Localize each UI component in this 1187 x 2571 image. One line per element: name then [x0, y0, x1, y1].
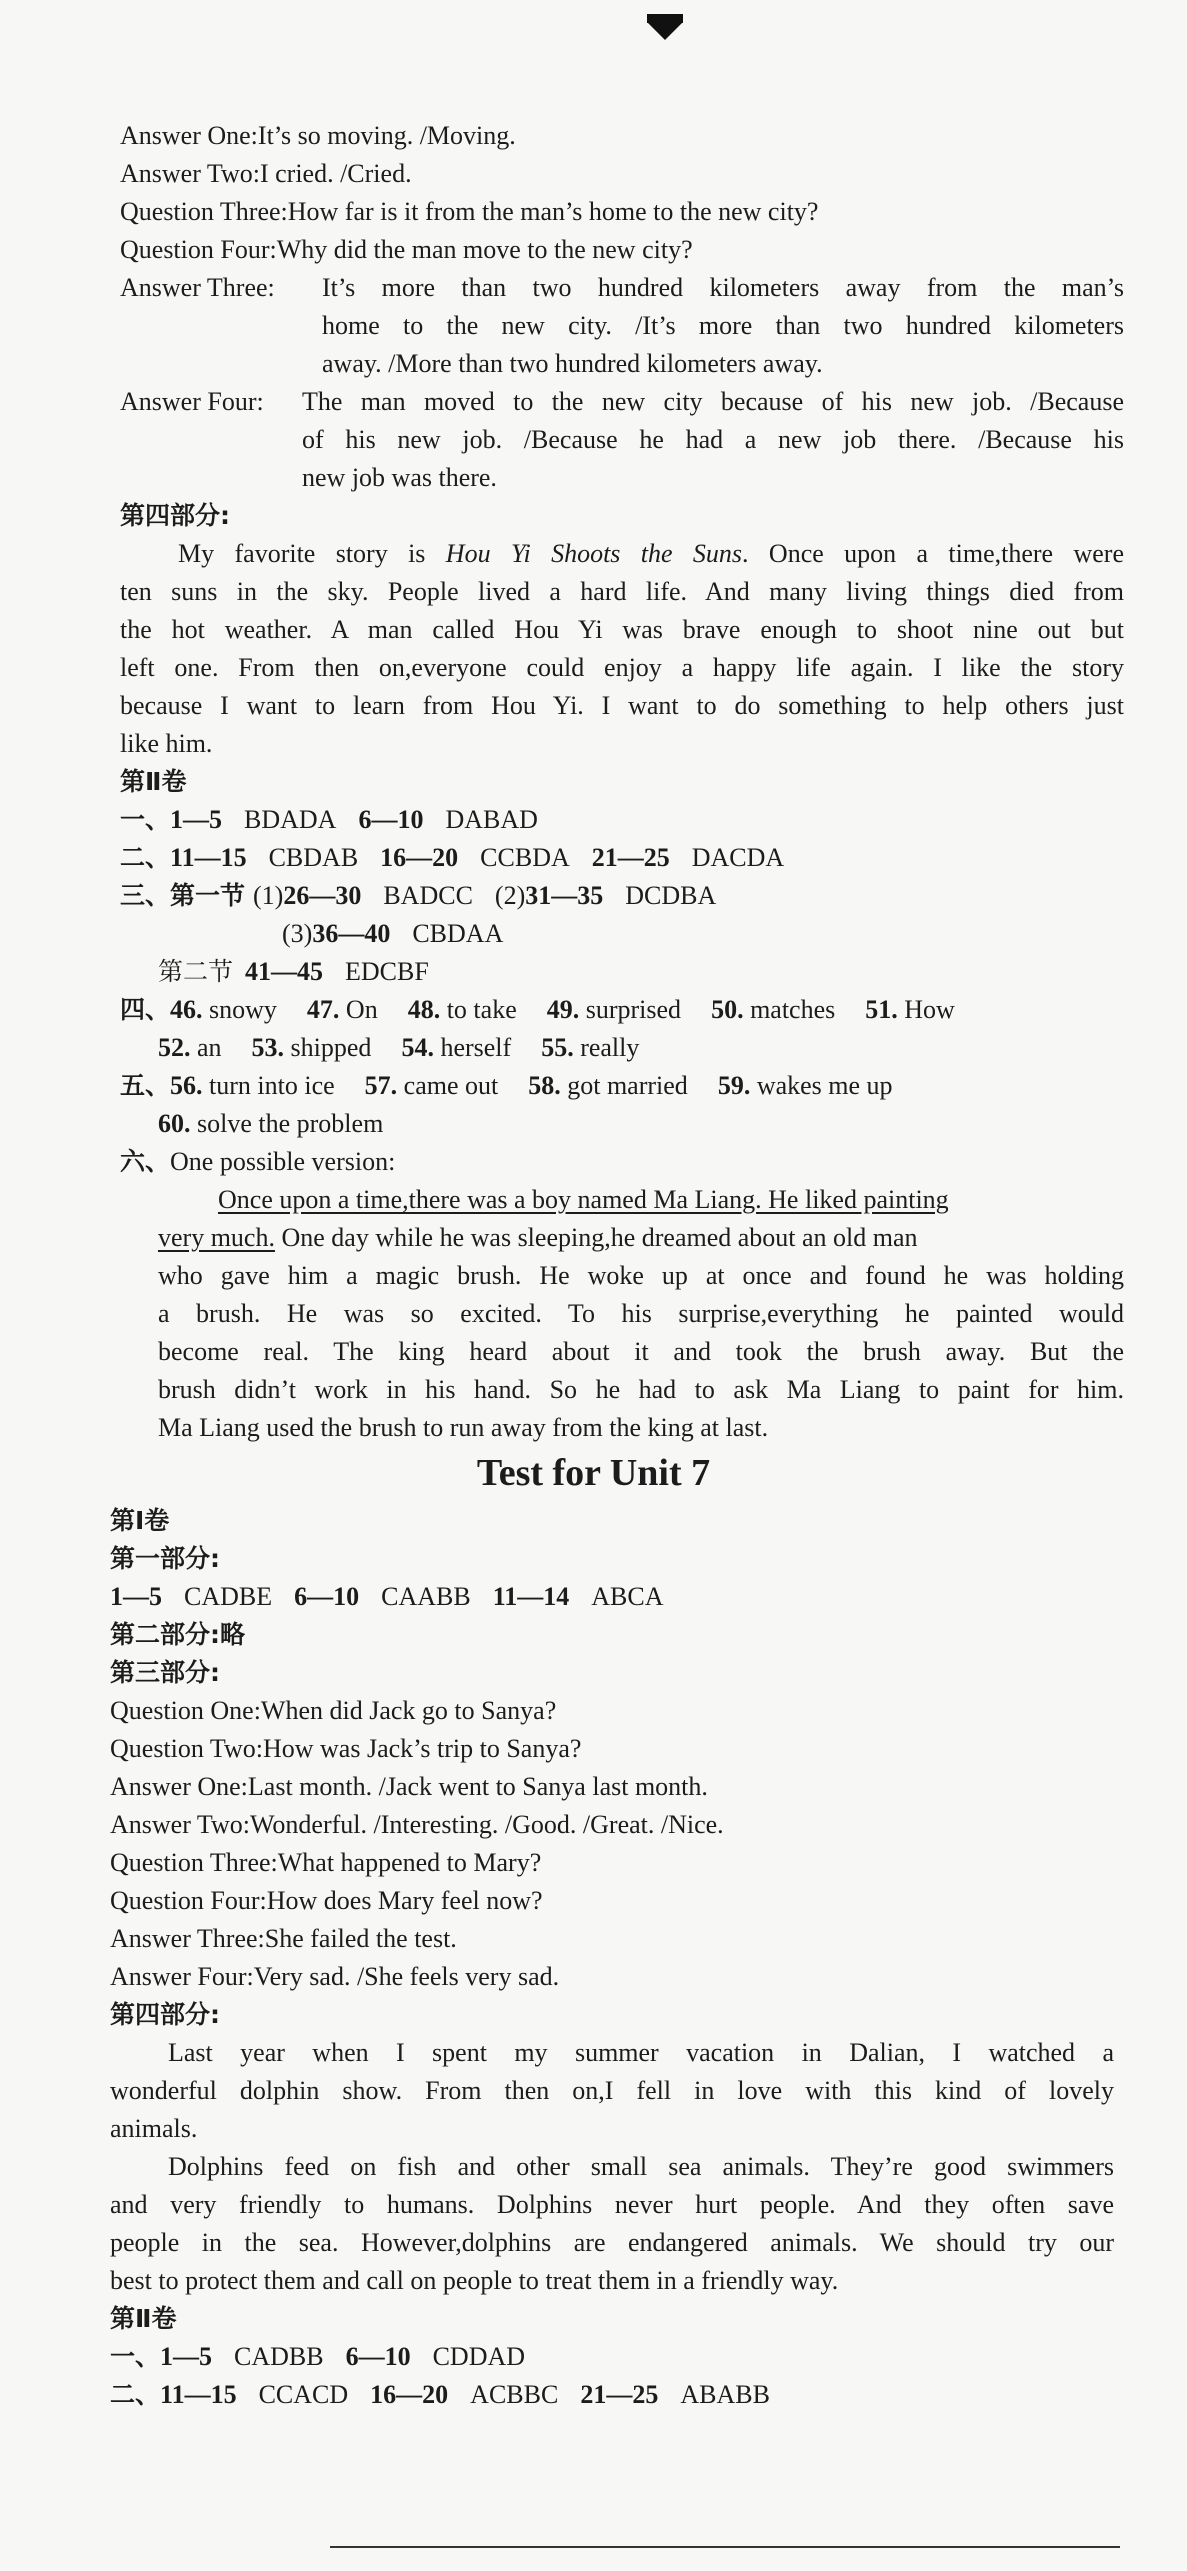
section-5-answers-row-2: 60. solve the problem [158, 1109, 384, 1138]
essay-line: very much. One day while he was sleeping,he dreamed about an old man [158, 1223, 918, 1252]
answer-four-line-1: The man moved to the new city because of his new job. /Because [302, 387, 1124, 416]
essay-line: a brush. He was so excited. To his surprise,everything he painted would [158, 1299, 1124, 1328]
unit7-essay-line: wonderful dolphin show. From then on,I fell in love with this kind of lovely [110, 2076, 1114, 2105]
essay-line: who gave him a magic brush. He woke up at once and found he was holding [158, 1261, 1124, 1290]
bottom-rule [330, 2546, 1120, 2548]
answer-one: Answer One:It’s so moving. /Moving. [120, 121, 516, 150]
volume-2-heading: 第Ⅱ卷 [120, 767, 187, 796]
section-1-answers: 一、1—5 BDADA 6—10 DABAD [120, 805, 538, 834]
answer-three-label: Answer Three: [120, 273, 275, 302]
essay-line: Ma Liang used the brush to run away from the king at last. [158, 1413, 769, 1442]
unit-7-title: Test for Unit 7 [476, 1452, 711, 1494]
section-3-sec-2: 第二节 41—45 EDCBF [158, 957, 429, 986]
story-line: because I want to learn from Hou Yi. I want to do something to help others just [120, 691, 1124, 720]
part4-heading: 第四部分: [120, 501, 230, 530]
unit7-essay-line: best to protect them and call on people to treat them in a friendly way. [110, 2266, 839, 2295]
unit7-qa-line: Question Four:How does Mary feel now? [110, 1886, 543, 1915]
unit7-part1-answers: 1—5 CADBE 6—10 CAABB 11—14 ABCA [110, 1582, 664, 1611]
unit7-qa-line: Question One:When did Jack go to Sanya? [110, 1696, 557, 1725]
answer-four-line-3: new job was there. [302, 463, 497, 492]
section-3-answers: 三、第一节 (1)26—30 BADCC (2)31—35 DCDBA [120, 881, 717, 910]
unit7-qa-line: Answer Two:Wonderful. /Interesting. /Good. /Great. /Nice. [110, 1810, 724, 1839]
unit7-qa-line: Answer Three:She failed the test. [110, 1924, 457, 1953]
story-line: the hot weather. A man called Hou Yi was brave enough to shoot nine out but [120, 615, 1124, 644]
unit7-qa-line: Question Three:What happened to Mary? [110, 1848, 542, 1877]
section-5-answers-row-1: 五、56. turn into ice 57. came out 58. got married 59. wakes me up [120, 1071, 893, 1100]
unit7-part1-heading: 第一部分: [110, 1544, 220, 1573]
story-line: ten suns in the sky. People lived a hard life. And many living things died from [120, 577, 1124, 606]
unit7-volume-1-heading: 第Ⅰ卷 [110, 1506, 170, 1535]
answer-three-line-1: It’s more than two hundred kilometers away from the man’s [322, 273, 1124, 302]
section-6-intro: 六、One possible version: [120, 1147, 396, 1176]
unit7-qa-line: Answer Four:Very sad. /She feels very sad. [110, 1962, 560, 1991]
unit7-part3-heading: 第三部分: [110, 1658, 220, 1687]
question-three: Question Three:How far is it from the man’s home to the new city? [120, 197, 819, 226]
story-line: left one. From then on,everyone could enjoy a happy life again. I like the story [120, 653, 1124, 682]
answer-four-line-2: of his new job. /Because he had a new job there. /Because his [302, 425, 1124, 454]
unit7-essay-line: animals. [110, 2114, 198, 2143]
unit7-essay-line: and very friendly to humans. Dolphins never hurt people. And they often save [110, 2190, 1114, 2219]
unit7-qa-line: Question Two:How was Jack’s trip to Sanya? [110, 1734, 582, 1763]
story-line: like him. [120, 729, 213, 758]
unit7-qa-line: Answer One:Last month. /Jack went to Sanya last month. [110, 1772, 708, 1801]
section-4-answers-row-1: 四、46. snowy 47. On 48. to take 49. surprised 50. matches 51. How [120, 995, 955, 1024]
unit7-volume-2-heading: 第Ⅱ卷 [110, 2304, 177, 2333]
answer-three-line-2: home to the new city. /It’s more than two hundred kilometers [322, 311, 1124, 340]
section-4-answers-row-2: 52. an 53. shipped 54. herself 55. really [158, 1033, 640, 1062]
unit7-section-1-answers: 一、1—5 CADBB 6—10 CDDAD [110, 2342, 526, 2371]
essay-underlined-line: Once upon a time,there was a boy named Ma Liang. He liked painting [218, 1185, 949, 1214]
answer-four-label: Answer Four: [120, 387, 264, 416]
story-title: Hou Yi Shoots the Suns [445, 539, 743, 568]
unit7-essay-line: people in the sea. However,dolphins are endangered animals. We should try our [110, 2228, 1114, 2257]
essay-line: brush didn’t work in his hand. So he had to ask Ma Liang to paint for him. [158, 1375, 1124, 1404]
top-arrow-mark [647, 22, 683, 40]
answer-three-line-3: away. /More than two hundred kilometers away. [322, 349, 823, 378]
essay-line: become real. The king heard about it and took the brush away. But the [158, 1337, 1124, 1366]
section-3-part-3: (3)36—40 CBDAA [282, 919, 504, 948]
story-first-line: My favorite story is Hou Yi Shoots the Suns. Once upon a time,there were [178, 539, 1124, 568]
answer-two: Answer Two:I cried. /Cried. [120, 159, 412, 188]
unit7-part4-heading: 第四部分: [110, 2000, 220, 2029]
section-2-answers: 二、11—15 CBDAB 16—20 CCBDA 21—25 DACDA [120, 843, 785, 872]
question-four: Question Four:Why did the man move to the new city? [120, 235, 693, 264]
unit7-essay-line: Dolphins feed on fish and other small sea animals. They’re good swimmers [168, 2152, 1114, 2181]
unit7-part2-heading: 第二部分:略 [110, 1620, 245, 1649]
unit7-section-2-answers: 二、11—15 CCACD 16—20 ACBBC 21—25 ABABB [110, 2380, 770, 2409]
unit7-essay-line: Last year when I spent my summer vacation in Dalian, I watched a [168, 2038, 1114, 2067]
